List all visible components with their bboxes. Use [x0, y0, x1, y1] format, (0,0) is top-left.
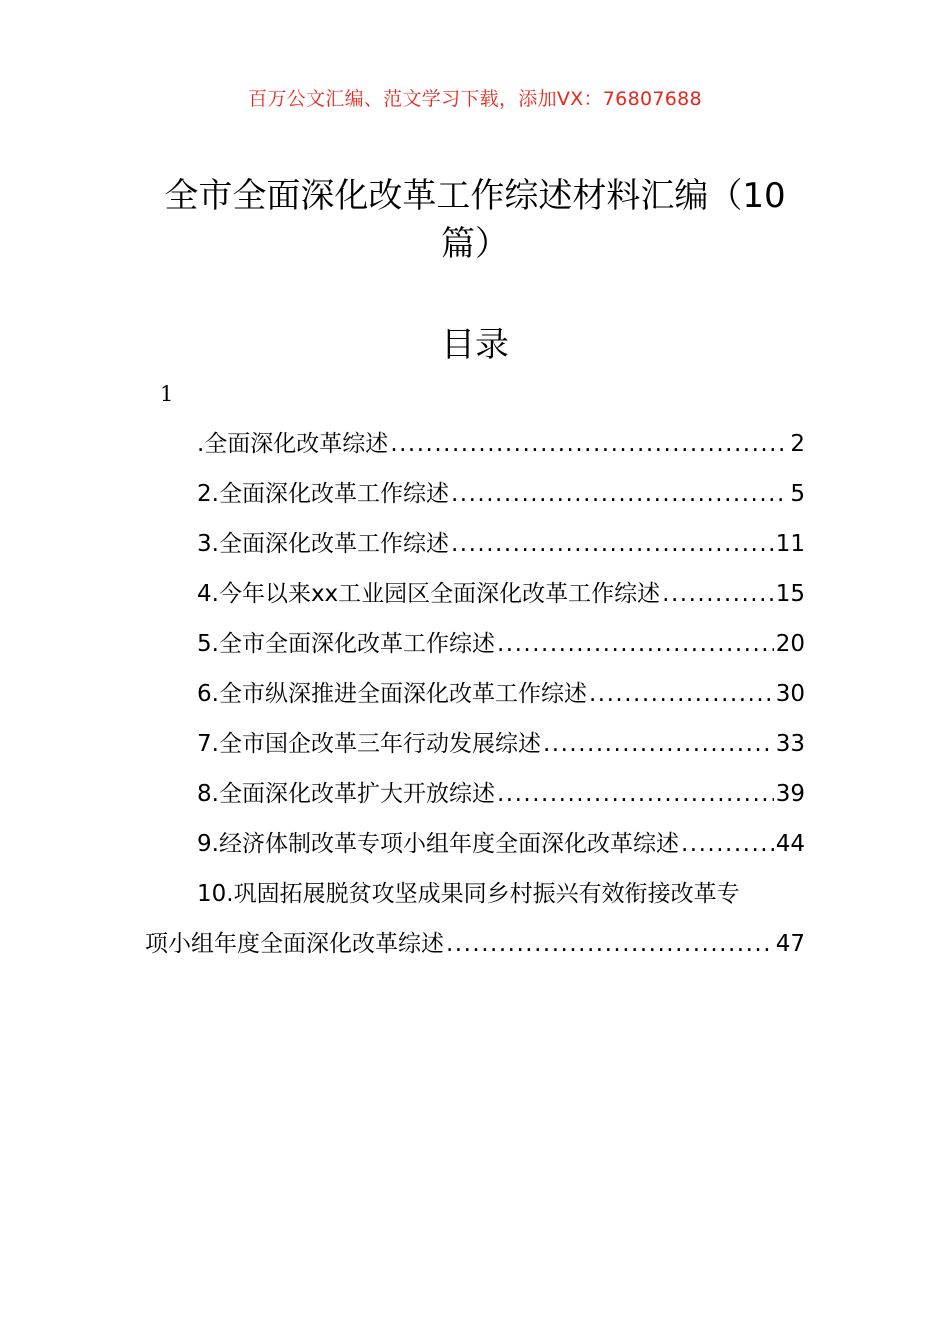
toc-entry-label: .全面深化改革综述: [197, 431, 389, 457]
toc-entry-label-continued: 项小组年度全面深化改革综述: [145, 931, 444, 957]
toc-heading: 目录: [441, 325, 509, 365]
toc-entry-page: 44: [775, 831, 805, 857]
document-title-line1: 全市全面深化改革工作综述材料汇编（10: [164, 176, 786, 216]
table-of-contents: [145, 426, 805, 976]
toc-leader: [497, 626, 774, 662]
toc-entry-9[interactable]: [145, 826, 805, 876]
toc-leader: [589, 676, 774, 712]
toc-entry-10[interactable]: [145, 876, 805, 976]
toc-entry-page: 11: [775, 531, 805, 557]
toc-entry-3[interactable]: [145, 526, 805, 576]
toc-leader: [446, 926, 774, 962]
toc-entry-7[interactable]: [145, 726, 805, 776]
toc-leader: [451, 476, 788, 512]
toc-entry-page: 15: [775, 581, 805, 607]
toc-entry-page: 20: [775, 631, 805, 657]
toc-entry-label: 10.巩固拓展脱贫攻坚成果同乡村振兴有效衔接改革专: [197, 881, 740, 907]
toc-entry-8[interactable]: [145, 776, 805, 826]
toc-entry-label: 3.全面深化改革工作综述: [197, 531, 449, 557]
toc-entry-10-line1: [145, 876, 805, 926]
toc-leader: [543, 726, 774, 762]
toc-entry-page: 5: [790, 481, 805, 507]
toc-entry-page: 39: [775, 781, 805, 807]
toc-leader: [497, 776, 774, 812]
toc-leader: [662, 576, 774, 612]
toc-entry-label: 7.全市国企改革三年行动发展综述: [197, 731, 541, 757]
document-title-line2: 篇）: [441, 224, 509, 264]
header-note: 百万公文汇编、范文学习下载，添加VX：76807688: [248, 88, 702, 110]
toc-entry-10-line2: [145, 926, 805, 976]
toc-entry-page: 47: [775, 931, 805, 957]
toc-entry-2[interactable]: [145, 476, 805, 526]
toc-entry-label: 8.全面深化改革扩大开放综述: [197, 781, 495, 807]
toc-entry-label: 4.今年以来xx工业园区全面深化改革工作综述: [197, 581, 661, 607]
toc-entry-4[interactable]: [145, 576, 805, 626]
document-title: [150, 172, 800, 268]
toc-entry-page: 2: [790, 431, 805, 457]
toc-leader: [681, 826, 774, 862]
toc-entry-5[interactable]: [145, 626, 805, 676]
stray-number: 1: [160, 382, 174, 406]
toc-entry-label: 2.全面深化改革工作综述: [197, 481, 449, 507]
toc-entry-label: 5.全市全面深化改革工作综述: [197, 631, 495, 657]
toc-leader: [451, 526, 774, 562]
toc-entry-label: 9.经济体制改革专项小组年度全面深化改革综述: [197, 831, 679, 857]
toc-leader: [390, 426, 788, 462]
toc-entry-page: 30: [775, 681, 805, 707]
toc-entry-6[interactable]: [145, 676, 805, 726]
toc-entry-label: 6.全市纵深推进全面深化改革工作综述: [197, 681, 587, 707]
toc-entry-page: 33: [775, 731, 805, 757]
toc-entry-1[interactable]: [145, 426, 805, 476]
